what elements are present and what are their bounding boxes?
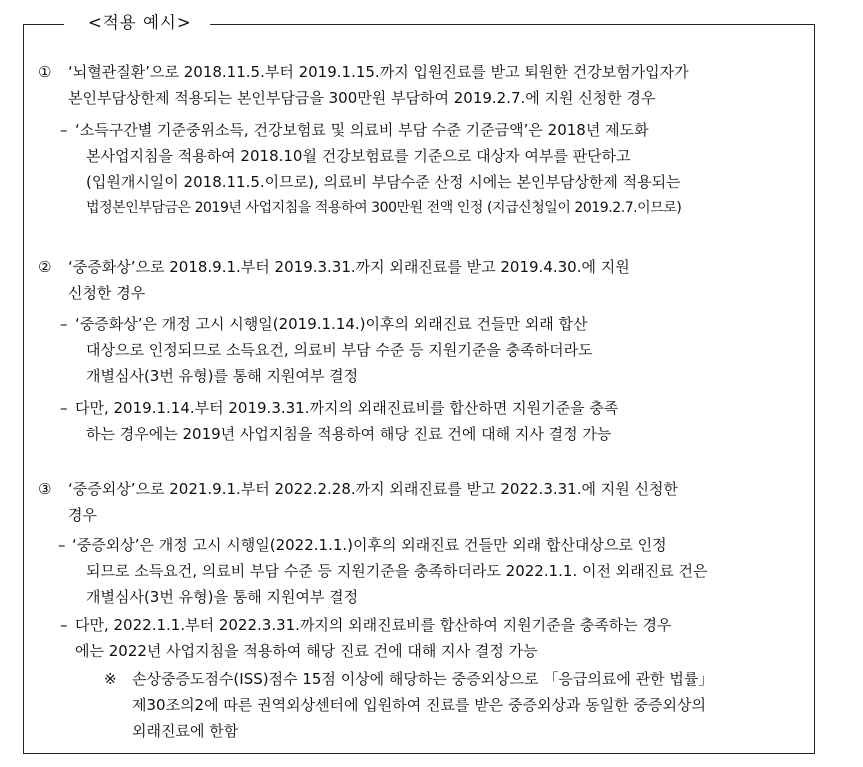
section-1-sub-1-marker: – — [60, 121, 68, 139]
section-1-line-2: 본인부담상한제 적용되는 본인부담금을 300만원 부담하여 2019.2.7.에 지원 신청한 경우 — [68, 89, 656, 107]
section-3-note-line-1: 손상중증도점수(ISS)점수 15점 이상에 해당하는 중증외상으로 「응급의료에 관한 법률」 — [132, 670, 714, 688]
section-2-marker: ② — [38, 258, 52, 276]
section-3-marker: ③ — [38, 480, 52, 498]
section-3-sub-1-line-2: 되므로 소득요건, 의료비 부담 수준 등 지원기준을 충족하더라도 2022.1.1. 이전 외래진료 건은 — [86, 562, 708, 580]
section-1-line-1: ‘뇌혈관질환’으로 2018.11.5.부터 2019.1.15.까지 입원진료를 받고 퇴원한 건강보험가입자가 — [68, 63, 689, 81]
section-1-sub-1-line-4: 법정본인부담금은 2019년 사업지침을 적용하여 300만원 전액 인정 (지급신청일이 2019.2.7.이므로) — [86, 200, 682, 216]
section-3-sub-1-marker: – — [58, 536, 66, 554]
section-3-note-marker: ※ — [104, 670, 117, 688]
section-2-sub-2-line-2: 하는 경우에는 2019년 사업지침을 적용하여 해당 진료 건에 대해 지사 결정 가능 — [86, 425, 612, 443]
section-1-sub-1-line-2: 본사업지침을 적용하여 2018.10월 건강보험료를 기준으로 대상자 여부를 판단하고 — [86, 147, 631, 165]
section-2-sub-2-line-1: 다만, 2019.1.14.부터 2019.3.31.까지의 외래진료비를 합산하면 지원기준을 충족 — [75, 399, 619, 417]
box-title: <적용 예시> — [64, 10, 210, 36]
section-2-sub-2-marker: – — [60, 399, 68, 417]
section-3-sub-2-line-1: 다만, 2022.1.1.부터 2022.3.31.까지의 외래진료비를 합산하여 지원기준을 충족하는 경우 — [75, 616, 672, 634]
section-2-line-2: 신청한 경우 — [68, 284, 146, 302]
section-3-note-line-3: 외래진료에 한함 — [132, 722, 239, 740]
section-2-sub-1-line-1: ‘중증화상’은 개정 고시 시행일(2019.1.14.)이후의 외래진료 건들만 외래 합산 — [75, 315, 588, 333]
section-3-sub-2-marker: – — [60, 616, 68, 634]
section-2-sub-1-line-3: 개별심사(3번 유형)를 통해 지원여부 결정 — [86, 367, 359, 385]
section-3-line-1: ‘중증외상’으로 2021.9.1.부터 2022.2.28.까지 외래진료를 받고 2022.3.31.에 지원 신청한 — [68, 480, 678, 498]
section-3-line-2: 경우 — [68, 506, 97, 524]
section-2-sub-1-marker: – — [60, 315, 68, 333]
section-1-marker: ① — [38, 63, 52, 81]
section-3-sub-1-line-3: 개별심사(3번 유형)을 통해 지원여부 결정 — [86, 588, 359, 606]
section-3-sub-1-line-1: ‘중증외상’은 개정 고시 시행일(2022.1.1.)이후의 외래진료 건들만 외래 합산대상으로 인정 — [72, 536, 667, 554]
section-2-line-1: ‘중증화상’으로 2018.9.1.부터 2019.3.31.까지 외래진료를 받고 2019.4.30.에 지원 — [68, 258, 630, 276]
section-1-sub-1-line-3: (입원개시일이 2018.11.5.이므로), 의료비 부담수준 산정 시에는 본인부담상한제 적용되는 — [86, 173, 681, 191]
section-3-sub-2-line-2: 에는 2022년 사업지침을 적용하여 해당 진료 건에 대해 지사 결정 가능 — [75, 642, 538, 660]
section-2-sub-1-line-2: 대상으로 인정되므로 소득요건, 의료비 부담 수준 등 지원기준을 충족하더라도 — [86, 341, 593, 359]
section-3-note-line-2: 제30조의2에 따른 권역외상센터에 입원하여 진료를 받은 중증외상과 동일한 중증외상의 — [132, 696, 706, 714]
section-1-sub-1-line-1: ‘소득구간별 기준중위소득, 건강보험료 및 의료비 부담 수준 기준금액’은 2018년 제도화 — [75, 121, 649, 139]
